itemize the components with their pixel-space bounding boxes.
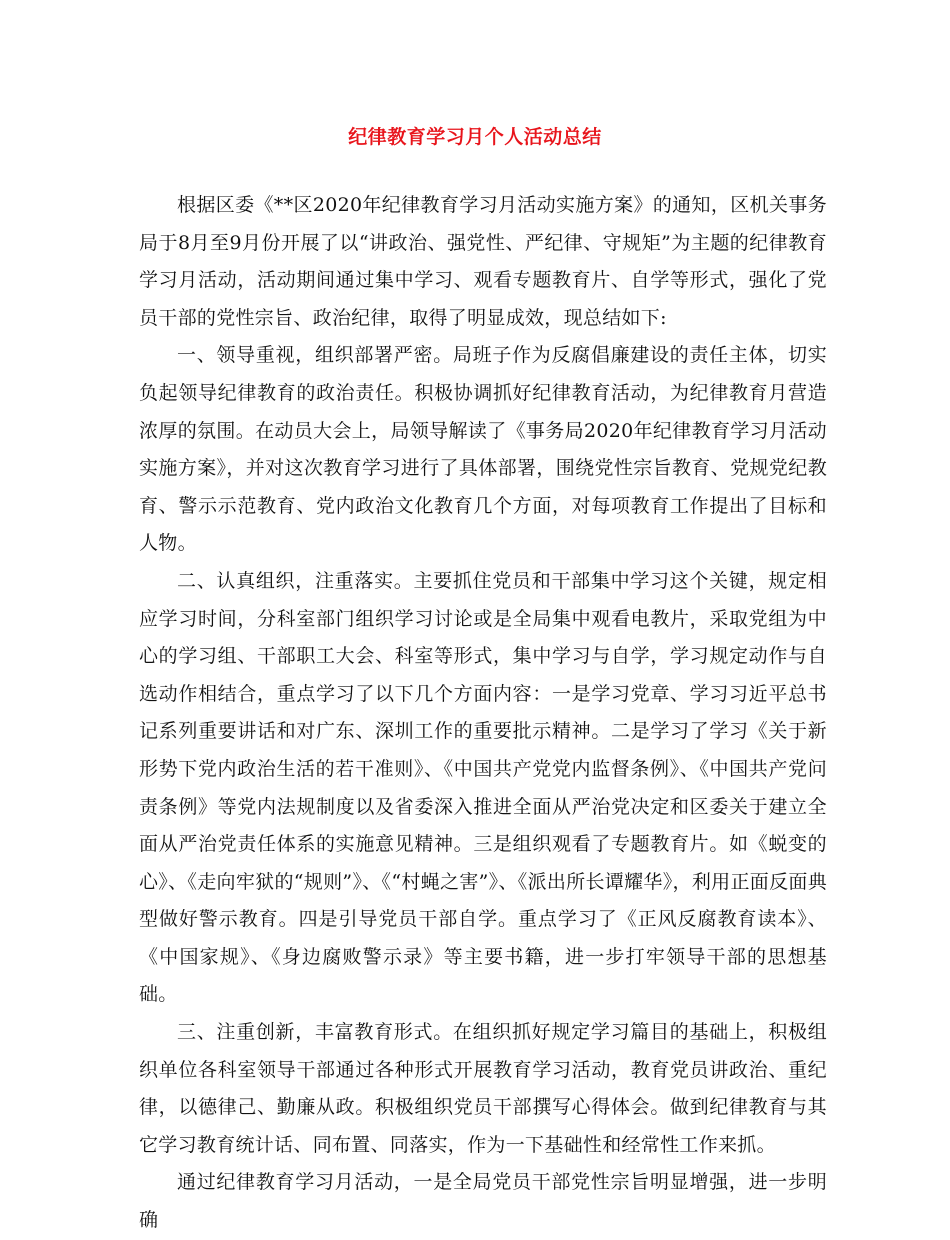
- paragraph-section-1: 一、领导重视，组织部署严密。局班子作为反腐倡廉建设的责任主体，切实负起领导纪律教育的政治责任。积极协调抓好纪律教育活动，为纪律教育月营造浓厚的氛围。在动员大会上，局领导解读了《事务局2020年纪律教育学习月活动实施方案》，并对这次教育学习进行了具体部署，围绕党性宗旨教育、党规党纪教育、警示示范教育、党内政治文化教育几个方面，对每项教育工作提出了目标和人物。: [139, 344, 827, 555]
- paragraph-intro: 根据区委《**区2020年纪律教育学习月活动实施方案》的通知，区机关事务局于8月至9月份开展了以“讲政治、强党性、严纪律、守规矩”为主题的纪律教育学习月活动，活动期间通过集中学习、观看专题教育片、自学等形式，强化了党员干部的党性宗旨、政治纪律，取得了明显成效，现总结如下:: [139, 194, 827, 329]
- paragraph-conclusion: 通过纪律教育学习月活动，一是全局党员干部党性宗旨明显增强，进一步明确: [139, 1171, 827, 1232]
- paragraph-section-3: 三、注重创新，丰富教育形式。在组织抓好规定学习篇目的基础上，积极组织单位各科室领导干部通过各种形式开展教育学习活动，教育党员讲政治、重纪律，以德律己、勤廉从政。积极组织党员干部撰写心得体会。做到纪律教育与其它学习教育统计话、同布置、同落实，作为一下基础性和经常性工作来抓。: [139, 1021, 827, 1156]
- document-body: [139, 187, 827, 1240]
- document-title: 纪律教育学习月个人活动总结: [348, 126, 602, 148]
- paragraph-section-2: 二、认真组织，注重落实。主要抓住党员和干部集中学习这个关键，规定相应学习时间，分科室部门组织学习讨论或是全局集中观看电教片，采取党组为中心的学习组、干部职工大会、科室等形式，集中学习与自学，学习规定动作与自选动作相结合，重点学习了以下几个方面内容：一是学习党章、学习习近平总书记系列重要讲话和对广东、深圳工作的重要批示精神。二是学习了学习《关于新形势下党内政治生活的若干准则》、《中国共产党党内监督条例》、《中国共产党问责条例》等党内法规制度以及省委深入推进全面从严治党决定和区委关于建立全面从严治党责任体系的实施意见精神。三是组织观看了专题教育片。如《蜕变的心》、《走向牢狱的“规则”》、《“村蝇之害”》、《派出所长谭耀华》，利用正面反面典型做好警示教育。四是引导党员干部自学。重点学习了《正风反腐教育读本》、《中国家规》、《身边腐败警示录》等主要书籍，进一步打牢领导干部的思想基础。: [139, 569, 827, 1006]
